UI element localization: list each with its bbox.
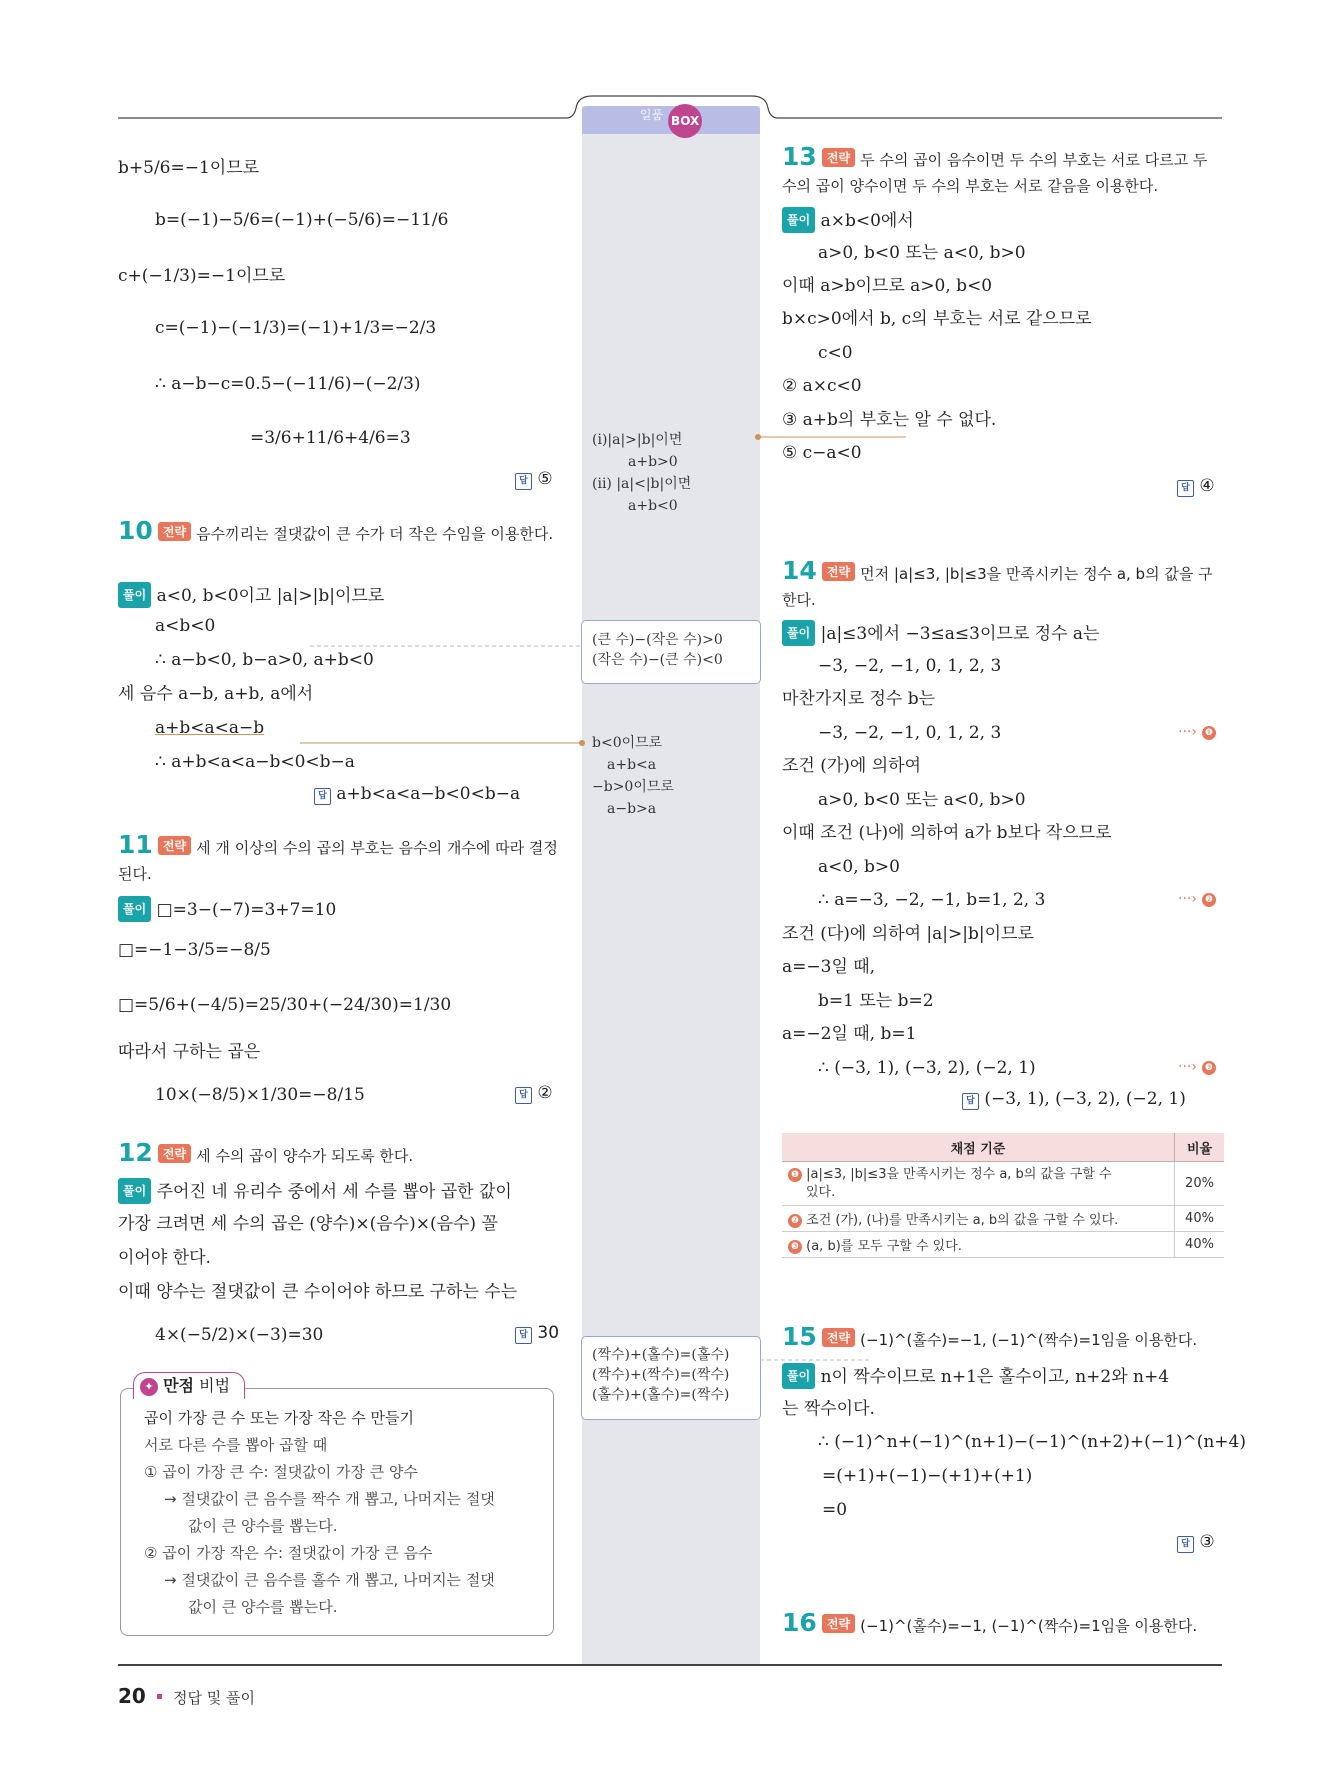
- answer-icon: 답: [515, 1327, 532, 1344]
- answer-icon: 답: [515, 473, 532, 490]
- problem-16-head: [782, 1608, 1224, 1639]
- p9-line-1: b+5/6=−1이므로: [118, 158, 260, 178]
- tip-heading: 곱이 가장 큰 수 또는 가장 작은 수 만들기: [144, 1409, 414, 1427]
- problem-12-number: 12: [118, 1138, 153, 1167]
- box-note-parity-2: (짝수)+(짝수)=(짝수): [592, 1367, 730, 1383]
- p14-line-5: 조건 (가)에 의하여: [782, 756, 922, 776]
- scoring-row-2-text: 조건 (가), (나)를 만족시키는 a, b의 값을 구할 수 있다.: [806, 1213, 1119, 1228]
- solution-tag: 풀이: [118, 1178, 151, 1204]
- p15-answer-value: ③: [1199, 1532, 1215, 1552]
- step-marker-2: ❷: [1202, 893, 1216, 907]
- problem-14-strategy: 먼저 |a|≤3, |b|≤3을 만족시키는 정수 a, b의 값을 구한다.: [782, 565, 1213, 609]
- solution-tag: 풀이: [782, 1363, 815, 1389]
- strategy-tag: 전략: [822, 148, 855, 167]
- p14-line-6: a>0, b<0 또는 a<0, b>0: [818, 790, 1026, 810]
- p11-answer-value: ②: [537, 1083, 553, 1103]
- answer-icon: 답: [515, 1087, 532, 1104]
- step-marker-2: ❷: [788, 1214, 802, 1228]
- strategy-tag: 전략: [822, 1614, 855, 1633]
- scoring-row-3-ratio: 40%: [1175, 1232, 1225, 1258]
- answer-icon: 답: [962, 1093, 979, 1110]
- p14-line-9: ∴ a=−3, −2, −1, b=1, 2, 3: [818, 890, 1046, 910]
- tip-title-a: 만점: [163, 1376, 195, 1395]
- problem-12-strategy: 세 수의 곱이 양수가 되도록 한다.: [196, 1147, 414, 1165]
- p10-line-3: ∴ a−b<0, b−a>0, a+b<0: [155, 650, 374, 670]
- p14-marker-3: ···› ❸: [1178, 1056, 1216, 1075]
- tip-title-b: 비법: [199, 1376, 231, 1395]
- problem-14-number: 14: [782, 556, 817, 585]
- p10-answer-value: a+b<a<a−b<0<b−a: [336, 784, 521, 804]
- p14-line-13: a=−2일 때, b=1: [782, 1024, 917, 1044]
- scoring-row-3-text: (a, b)를 모두 구할 수 있다.: [806, 1239, 962, 1254]
- solution-tag: 풀이: [118, 896, 151, 922]
- answer-icon: 답: [1177, 480, 1194, 497]
- strategy-tag: 전략: [158, 836, 191, 855]
- step-marker-1: ❶: [1202, 726, 1216, 740]
- p13-line-4: b×c>0에서 b, c의 부호는 서로 같으므로: [782, 309, 1092, 329]
- strategy-tag: 전략: [158, 1144, 191, 1163]
- p13-answer-value: ④: [1199, 476, 1215, 496]
- p10-line-5: a+b<a<a−b: [155, 718, 265, 738]
- scoring-row-1-text: |a|≤3, |b|≤3을 만족시키는 정수 a, b의 값을 구할 수: [806, 1166, 1112, 1182]
- p15-line-1: n이 짝수이므로 n+1은 홀수이고, n+2와 n+4: [820, 1367, 1170, 1387]
- problem-16-strategy: (−1)^(홀수)=−1, (−1)^(짝수)=1임을 이용한다.: [860, 1617, 1198, 1635]
- p9-line-3: c+(−1/3)=−1이므로: [118, 266, 286, 286]
- box-note-abs-2: a+b>0: [628, 454, 678, 470]
- p15-line-2: 는 짝수이다.: [782, 1399, 875, 1419]
- tip-item-1: ① 곱이 가장 큰 수: 절댓값이 가장 큰 양수: [144, 1463, 418, 1481]
- step-marker-3: ❸: [788, 1240, 802, 1254]
- page-number: 20: [118, 1684, 146, 1708]
- scoring-header-criteria: 채점 기준: [782, 1133, 1175, 1162]
- p12-line-5: 4×(−5/2)×(−3)=30: [155, 1325, 324, 1345]
- tip-sub: 서로 다른 수를 뽑아 곱할 때: [144, 1436, 328, 1454]
- p9-line-4: c=(−1)−(−1/3)=(−1)+1/3=−2/3: [155, 318, 437, 338]
- p13-line-8: ⑤ c−a<0: [782, 443, 862, 463]
- p14-answer-value: (−3, 1), (−3, 2), (−2, 1): [984, 1089, 1186, 1109]
- problem-11-number: 11: [118, 830, 153, 859]
- p12-line-4: 이때 양수는 절댓값이 큰 수이어야 하므로 구하는 수는: [118, 1282, 518, 1302]
- footer: [118, 1684, 255, 1708]
- p14-line-8: a<0, b>0: [818, 857, 900, 877]
- p14-line-3: 마찬가지로 정수 b는: [782, 689, 936, 709]
- box-note-abs-3: (ii) |a|<|b|이면: [592, 476, 692, 492]
- p15-line-5: =0: [822, 1500, 848, 1520]
- p12-line-3: 이어야 한다.: [118, 1248, 211, 1268]
- problem-15-strategy: (−1)^(홀수)=−1, (−1)^(짝수)=1임을 이용한다.: [860, 1331, 1198, 1349]
- p14-line-10: 조건 (다)에 의하여 |a|>|b|이므로: [782, 924, 1034, 944]
- step-marker-3: ❸: [1202, 1061, 1216, 1075]
- tip-item-2: ② 곱이 가장 작은 수: 절댓값이 가장 큰 음수: [144, 1544, 433, 1562]
- p14-line-12: b=1 또는 b=2: [818, 991, 934, 1011]
- strategy-tag: 전략: [158, 522, 191, 541]
- p15-answer: [1177, 1532, 1215, 1553]
- answer-icon: 답: [314, 788, 331, 805]
- problem-15-number: 15: [782, 1322, 817, 1351]
- scoring-row-1-ratio: 20%: [1175, 1162, 1225, 1206]
- problem-11-strategy: 세 개 이상의 수의 곱의 부호는 음수의 개수에 따라 결정된다.: [118, 839, 558, 883]
- p14-marker-1: ···› ❶: [1178, 721, 1216, 740]
- p10-line-2: a<b<0: [155, 616, 216, 636]
- box-note-abs-1: (i)|a|>|b|이면: [592, 432, 683, 448]
- box-note-big-small-2: (작은 수)−(큰 수)<0: [592, 652, 723, 668]
- p12-line-1: 주어진 네 유리수 중에서 세 수를 뽑아 곱한 값이: [156, 1182, 512, 1202]
- box-note-neg-1: b<0이므로: [592, 735, 663, 751]
- p13-line-2: a>0, b<0 또는 a<0, b>0: [818, 243, 1026, 263]
- strategy-tag: 전략: [822, 562, 855, 581]
- step-marker-1: ❶: [788, 1168, 802, 1182]
- tip-item-2a: → 절댓값이 큰 음수를 홀수 개 뽑고, 나머지는 절댓: [164, 1571, 495, 1589]
- solution-tag: 풀이: [782, 620, 815, 646]
- p14-line-1: |a|≤3에서 −3≤a≤3이므로 정수 a는: [820, 624, 1100, 644]
- p14-line-4: −3, −2, −1, 0, 1, 2, 3: [818, 723, 1002, 743]
- bulb-icon: ✦: [140, 1378, 158, 1396]
- p12-answer-value: 30: [537, 1323, 560, 1343]
- p11-line-1: □=3−(−7)=3+7=10: [156, 900, 337, 920]
- p15-line-4: =(+1)+(−1)−(+1)+(+1): [822, 1466, 1033, 1486]
- problem-13-strategy: 두 수의 곱이 음수이면 두 수의 부호는 서로 다르고 두 수의 곱이 양수이면 두 수의 부호는 서로 같음을 이용한다.: [782, 151, 1208, 195]
- p13-line-5: c<0: [818, 343, 853, 363]
- problem-10-strategy: 음수끼리는 절댓값이 큰 수가 더 작은 수임을 이용한다.: [196, 525, 554, 543]
- p13-line-1: a×b<0에서: [820, 211, 914, 231]
- p14-line-2: −3, −2, −1, 0, 1, 2, 3: [818, 656, 1002, 676]
- p9-answer-value: ⑤: [537, 469, 553, 489]
- p12-line-2: 가장 크려면 세 수의 곱은 (양수)×(음수)×(음수) 꼴: [118, 1214, 498, 1234]
- problem-16-number: 16: [782, 1608, 817, 1637]
- p9-line-2: b=(−1)−5/6=(−1)+(−5/6)=−11/6: [155, 210, 449, 230]
- p15-line-3: ∴ (−1)^n+(−1)^(n+1)−(−1)^(n+2)+(−1)^(n+4): [818, 1432, 1246, 1452]
- p13-line-7: ③ a+b의 부호는 알 수 없다.: [782, 410, 997, 430]
- p15-sol-line-1: [782, 1363, 1169, 1389]
- footer-rule: [118, 1664, 1222, 1666]
- p9-line-5: ∴ a−b−c=0.5−(−11/6)−(−2/3): [155, 374, 421, 394]
- p14-line-11: a=−3일 때,: [782, 957, 876, 977]
- footer-bullet: [157, 1694, 162, 1699]
- p14-marker-2: ···› ❷: [1178, 888, 1216, 907]
- p11-line-4: 따라서 구하는 곱은: [118, 1042, 261, 1062]
- box-note-neg-2: a+b<a: [607, 757, 657, 773]
- p11-line-5: 10×(−8/5)×1/30=−8/15: [155, 1085, 365, 1105]
- p11-line-3: □=5/6+(−4/5)=25/30+(−24/30)=1/30: [118, 995, 452, 1015]
- box-note-big-small-1: (큰 수)−(작은 수)>0: [592, 632, 723, 648]
- scoring-row-2-ratio: 40%: [1175, 1206, 1225, 1232]
- box-header-badge: BOX: [668, 104, 702, 138]
- p13-line-6: ② a×c<0: [782, 376, 862, 396]
- scoring-row-1-text-2: 있다.: [806, 1184, 836, 1200]
- box-note-neg-3: −b>0이므로: [592, 779, 674, 795]
- solution-tag: 풀이: [782, 207, 815, 233]
- problem-10-number: 10: [118, 516, 153, 545]
- p10-line-4: 세 음수 a−b, a+b, a에서: [118, 684, 314, 704]
- tip-item-2b: 값이 큰 양수를 뽑는다.: [188, 1598, 338, 1616]
- tip-item-1b: 값이 큰 양수를 뽑는다.: [188, 1517, 338, 1535]
- box-note-parity-3: (홀수)+(홀수)=(짝수): [592, 1387, 730, 1403]
- p14-line-7: 이때 조건 (나)에 의하여 a가 b보다 작으므로: [782, 823, 1112, 843]
- box-note-parity-1: (짝수)+(홀수)=(홀수): [592, 1347, 730, 1363]
- p9-line-6: =3/6+11/6+4/6=3: [250, 428, 411, 448]
- problem-13-number: 13: [782, 142, 817, 171]
- solution-tag: 풀이: [118, 582, 151, 608]
- answer-icon: 답: [1177, 1536, 1194, 1553]
- p11-line-2: □=−1−3/5=−8/5: [118, 940, 271, 960]
- box-header-pre: 일품: [639, 108, 664, 122]
- tip-content: [144, 1405, 544, 1621]
- footer-title: 정답 및 풀이: [173, 1689, 256, 1707]
- p14-line-14: ∴ (−3, 1), (−3, 2), (−2, 1): [818, 1058, 1036, 1078]
- box-note-neg-4: a−b>a: [607, 801, 657, 817]
- p13-line-3: 이때 a>b이므로 a>0, b<0: [782, 276, 993, 296]
- p10-line-6: ∴ a+b<a<a−b<0<b−a: [155, 752, 355, 772]
- tip-item-1a: → 절댓값이 큰 음수를 짝수 개 뽑고, 나머지는 절댓: [164, 1490, 495, 1508]
- strategy-tag: 전략: [822, 1328, 855, 1347]
- p10-line-1: a<0, b<0이고 |a|>|b|이므로: [156, 586, 385, 606]
- scoring-header-ratio: 비율: [1175, 1133, 1225, 1162]
- box-note-abs-4: a+b<0: [628, 498, 678, 514]
